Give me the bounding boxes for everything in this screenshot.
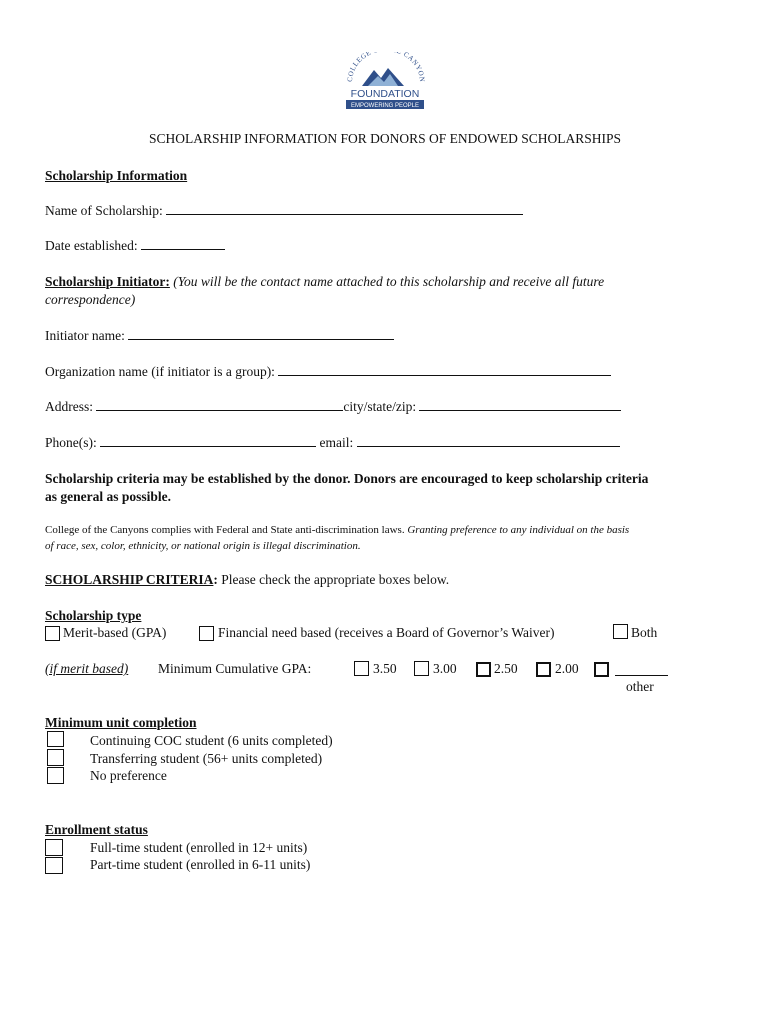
gpa-label: Minimum Cumulative GPA:	[158, 661, 312, 676]
date-established-field[interactable]	[141, 238, 225, 250]
city-state-zip-label: city/state/zip:	[343, 399, 417, 414]
criteria-heading: SCHOLARSHIP CRITERIA	[45, 572, 214, 587]
gpa-3-00-label: 3.00	[433, 661, 457, 676]
gpa-3-00-checkbox[interactable]	[414, 661, 429, 676]
criteria-note-line2: as general as possible.	[45, 489, 172, 504]
compliance-plain: College of the Canyons complies with Federal and State anti-discrimination laws.	[45, 524, 405, 536]
gpa-2-00-label: 2.00	[555, 661, 579, 676]
logo-arc-text: COLLEGE CANYON	[345, 52, 427, 83]
criteria-instruction: Please check the appropriate boxes below.	[221, 572, 450, 587]
enrollment-heading: Enrollment status	[45, 822, 148, 837]
city-state-zip-field[interactable]	[419, 399, 621, 411]
full-time-label: Full-time student (enrolled in 12+ units)	[90, 840, 308, 855]
no-preference-checkbox[interactable]	[47, 767, 64, 784]
phone-label: Phone(s):	[45, 435, 97, 450]
initiator-note-line2: correspondence)	[45, 292, 136, 307]
both-label: Both	[631, 625, 658, 640]
scholarship-name-label: Name of Scholarship:	[45, 203, 163, 218]
full-time-checkbox[interactable]	[45, 839, 63, 856]
compliance-italic2: of race, sex, color, ethnicity, or national origin is illegal discrimination.	[45, 540, 361, 552]
unit-heading: Minimum unit completion	[45, 715, 197, 730]
initiator-name-field[interactable]	[128, 328, 394, 340]
address-row	[45, 399, 621, 415]
organization-field[interactable]	[278, 364, 611, 376]
address-label: Address:	[45, 399, 93, 414]
criteria-colon: :	[213, 572, 218, 587]
organization-row	[45, 364, 611, 380]
date-established-label: Date established:	[45, 238, 138, 253]
scholarship-name-field[interactable]	[166, 203, 523, 215]
no-preference-label: No preference	[90, 768, 167, 783]
address-field[interactable]	[96, 399, 343, 411]
criteria-note-line1: Scholarship criteria may be established by the donor. Donors are encouraged to keep scholarship criteria	[45, 471, 649, 486]
gpa-other-checkbox[interactable]	[594, 662, 609, 677]
initiator-heading: Scholarship Initiator:	[45, 274, 170, 289]
merit-based-checkbox[interactable]	[45, 626, 60, 641]
gpa-2-50-label: 2.50	[494, 661, 518, 676]
initiator-heading-row	[45, 274, 604, 290]
foundation-logo-graphic	[338, 52, 432, 114]
phone-email-row	[45, 435, 620, 451]
scholarship-name-row	[45, 203, 523, 219]
scholarship-info-heading: Scholarship Information	[45, 168, 188, 183]
gpa-other-field[interactable]	[615, 664, 668, 676]
merit-based-note: (if merit based)	[45, 661, 129, 676]
merit-based-label: Merit-based (GPA)	[63, 625, 167, 640]
initiator-name-label: Initiator name:	[45, 328, 125, 343]
transferring-student-checkbox[interactable]	[47, 749, 64, 766]
gpa-other-label: other	[626, 679, 654, 694]
transferring-student-label: Transferring student (56+ units completed)	[90, 751, 323, 766]
logo-tagline: EMPOWERING PEOPLE	[350, 103, 420, 109]
compliance-line1	[45, 524, 629, 536]
email-label: email:	[319, 435, 354, 450]
gpa-3-50-label: 3.50	[373, 661, 397, 676]
initiator-note-line1: (You will be the contact name attached to this scholarship and receive all future	[173, 274, 605, 289]
part-time-label: Part-time student (enrolled in 6-11 units)	[90, 857, 311, 872]
page-title: SCHOLARSHIP INFORMATION FOR DONORS OF ENDOWED SCHOLARSHIPS	[148, 131, 622, 146]
gpa-2-50-checkbox[interactable]	[476, 662, 491, 677]
gpa-3-50-checkbox[interactable]	[354, 661, 369, 676]
part-time-checkbox[interactable]	[45, 857, 63, 874]
initiator-name-row	[45, 328, 394, 344]
date-established-row	[45, 238, 225, 254]
criteria-heading-row	[45, 572, 449, 588]
foundation-logo	[338, 52, 432, 114]
gpa-2-00-checkbox[interactable]	[536, 662, 551, 677]
email-field[interactable]	[357, 435, 620, 447]
compliance-italic1: Granting preference to any individual on the basis	[407, 524, 630, 536]
both-checkbox[interactable]	[613, 624, 628, 639]
continuing-student-checkbox[interactable]	[47, 731, 64, 747]
phone-field[interactable]	[100, 435, 316, 447]
organization-label: Organization name (if initiator is a group):	[45, 364, 275, 379]
type-heading: Scholarship type	[45, 608, 142, 623]
financial-need-label: Financial need based (receives a Board of Governor’s Waiver)	[218, 625, 555, 640]
financial-need-checkbox[interactable]	[199, 626, 214, 641]
logo-word: FOUNDATION	[350, 88, 420, 100]
continuing-student-label: Continuing COC student (6 units completed)	[90, 733, 333, 748]
